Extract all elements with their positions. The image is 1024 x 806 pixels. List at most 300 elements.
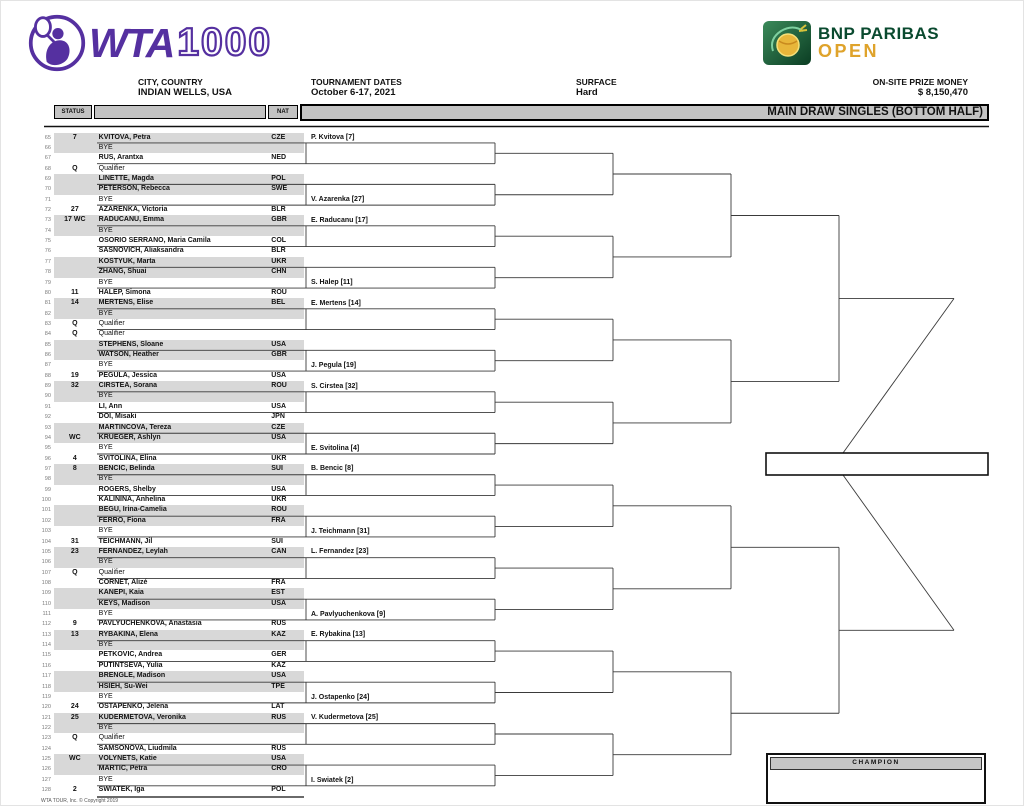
player-nationality: CRO [271, 765, 287, 773]
player-nationality [269, 443, 304, 453]
city-country-label: CITY, COUNTRY [138, 77, 203, 87]
player-nationality: SWE [271, 185, 288, 193]
player-row [37, 381, 307, 391]
player-status: Q [72, 734, 78, 742]
line-number: 113 [42, 631, 51, 638]
row-band [54, 381, 304, 391]
row-band [54, 640, 304, 650]
player-row [37, 443, 307, 453]
row-band [54, 153, 304, 163]
player-status [54, 557, 96, 567]
player-nationality: USA [271, 485, 287, 493]
player-name: RUS, Arantxa [98, 154, 144, 162]
player-name: LINETTE, Magda [98, 174, 154, 182]
row-band [54, 744, 304, 754]
row-band [54, 713, 304, 723]
player-status [54, 360, 96, 370]
wta-player-icon [27, 13, 87, 73]
player-row [37, 733, 307, 743]
player-row [37, 599, 307, 609]
player-nationality [269, 692, 304, 702]
row-band [54, 329, 304, 339]
player-name: VOLYNETS, Katie [98, 755, 157, 763]
player-nationality [269, 143, 304, 153]
line-number: 124 [41, 745, 51, 752]
line-number: 112 [42, 621, 51, 628]
player-name: KVITOVA, Petra [98, 133, 151, 141]
player-name: LI, Ann [98, 402, 123, 410]
player-name: MARTIC, Petra [98, 765, 148, 773]
player-status [54, 340, 96, 350]
player-nationality: BLR [271, 247, 286, 255]
player-row [37, 184, 307, 194]
advancing-player-label: J. Ostapenko [24] [311, 693, 370, 701]
line-number: 128 [41, 787, 51, 794]
row-band [54, 682, 304, 692]
player-name: KALININA, Anhelina [98, 496, 166, 504]
advancing-player-label: I. Swiatek [2] [311, 776, 354, 784]
line-number: 99 [44, 486, 51, 493]
row-band [54, 588, 304, 598]
nat-column-header: NAT [268, 105, 298, 119]
player-row [37, 609, 307, 619]
player-status [54, 609, 96, 619]
row-band [54, 184, 304, 194]
row-band [54, 133, 304, 143]
player-nationality [269, 733, 304, 743]
player-row [37, 371, 307, 381]
row-band [54, 195, 304, 205]
player-row [37, 143, 307, 153]
row-band [54, 702, 304, 712]
player-row [37, 474, 307, 484]
player-row [37, 288, 307, 298]
row-band [54, 412, 304, 422]
player-nationality: GBR [271, 351, 287, 359]
line-number: 89 [44, 383, 51, 390]
line-number: 114 [42, 642, 51, 649]
player-nationality: FRA [271, 516, 286, 524]
row-band [54, 143, 304, 153]
player-name: BYE [98, 775, 113, 783]
row-band [54, 505, 304, 515]
player-row [37, 692, 307, 702]
player-nationality: USA [271, 672, 287, 680]
player-row [37, 319, 307, 329]
player-nationality: KAZ [271, 630, 286, 638]
line-number: 117 [42, 673, 51, 680]
player-status: Q [72, 319, 78, 327]
line-number: 65 [44, 134, 51, 141]
player-nationality: JPN [271, 413, 285, 421]
player-nationality: USA [271, 599, 287, 607]
player-name: WATSON, Heather [98, 351, 159, 359]
player-row [37, 164, 307, 174]
player-status [54, 495, 96, 505]
line-number: 97 [44, 466, 51, 472]
player-name: FERNANDEZ, Leylah [98, 547, 168, 555]
row-band [54, 671, 304, 681]
player-status: 14 [70, 299, 79, 307]
player-name: BYE [98, 641, 113, 649]
player-status [54, 723, 96, 733]
player-name: KEYS, Madison [98, 599, 150, 607]
player-nationality [269, 164, 304, 174]
player-status: 31 [70, 537, 79, 545]
row-band [54, 391, 304, 401]
player-name: DOI, Misaki [98, 413, 137, 421]
player-row [37, 661, 307, 671]
player-status: Q [72, 164, 78, 172]
player-row [37, 350, 307, 360]
player-name: KRUEGER, Ashlyn [98, 433, 161, 441]
player-status [54, 650, 96, 660]
player-row [37, 775, 307, 785]
player-name: BYE [98, 558, 113, 566]
player-status [54, 671, 96, 681]
line-number: 73 [44, 217, 51, 224]
line-number: 75 [44, 238, 51, 245]
player-name: RADUCANU, Emma [98, 216, 164, 224]
player-status: Q [72, 568, 78, 576]
player-nationality: RUS [271, 713, 287, 721]
row-band [54, 516, 304, 526]
player-nationality: BLR [271, 206, 286, 214]
row-band [54, 226, 304, 236]
advancing-player-label: L. Fernandez [23] [311, 548, 369, 556]
row-band [54, 754, 304, 764]
line-number: 106 [41, 559, 51, 566]
player-nationality: GBR [271, 216, 287, 224]
player-status [54, 226, 96, 236]
player-nationality [269, 226, 304, 236]
player-name: BRENGLE, Madison [98, 672, 166, 680]
player-row [37, 433, 307, 443]
player-status [54, 278, 96, 288]
line-number: 87 [44, 362, 51, 369]
row-band [54, 495, 304, 505]
row-band [54, 723, 304, 733]
draw-title-bar: MAIN DRAW SINGLES (BOTTOM HALF) [300, 104, 989, 121]
row-band [54, 526, 304, 536]
bnp-paribas-open-logo [763, 21, 939, 65]
player-name: ROGERS, Shelby [98, 485, 156, 493]
line-number: 91 [44, 403, 51, 410]
player-status: 19 [70, 371, 79, 379]
player-row [37, 764, 307, 774]
player-row [37, 547, 307, 557]
line-number: 108 [41, 579, 51, 586]
player-name: CIRSTEA, Sorana [98, 382, 158, 390]
player-name: ZHANG, Shuai [98, 268, 147, 276]
player-name: OSORIO SERRANO, Maria Camila [98, 237, 211, 245]
player-nationality: CZE [271, 423, 286, 431]
bnp-tennis-ball-icon [763, 21, 811, 65]
advancing-player-label: V. Azarenka [27] [311, 195, 365, 203]
row-band [54, 464, 304, 474]
line-number: 119 [42, 693, 51, 700]
player-row [37, 485, 307, 495]
player-nationality [269, 775, 304, 785]
line-number: 100 [41, 497, 51, 504]
copyright-text: WTA TOUR, Inc. © Copyright 2019 [41, 798, 119, 804]
line-number: 80 [44, 289, 51, 296]
player-row [37, 785, 307, 795]
line-number: 127 [41, 776, 51, 783]
status-column-header: STATUS [54, 105, 92, 119]
player-row [37, 278, 307, 288]
player-row [37, 640, 307, 650]
player-name: BYE [98, 309, 113, 317]
line-number: 90 [44, 393, 51, 400]
bnp-paribas-text: BNP PARIBAS [818, 24, 940, 44]
player-nationality: KAZ [271, 661, 286, 669]
line-number: 76 [44, 248, 51, 255]
player-row [37, 619, 307, 629]
row-band [54, 350, 304, 360]
player-row [37, 267, 307, 277]
player-nationality: ROU [271, 506, 287, 514]
player-nationality [269, 609, 304, 619]
player-row [37, 516, 307, 526]
player-nationality [269, 391, 304, 401]
player-nationality [269, 195, 304, 205]
player-name: Qualifier [98, 568, 125, 576]
line-number: 82 [44, 310, 51, 317]
player-row [37, 630, 307, 640]
line-number: 66 [44, 144, 51, 151]
player-name: KUDERMETOVA, Veronika [98, 713, 186, 721]
row-band [54, 733, 304, 743]
player-nationality: NED [271, 154, 287, 162]
line-number: 86 [44, 352, 51, 359]
line-number: 126 [41, 766, 51, 773]
player-row [37, 329, 307, 339]
row-band [54, 164, 304, 174]
player-row [37, 682, 307, 692]
player-row [37, 702, 307, 712]
line-number: 125 [41, 756, 51, 763]
line-number: 70 [44, 186, 51, 193]
row-band [54, 340, 304, 350]
player-nationality [269, 526, 304, 536]
player-nationality [269, 278, 304, 288]
player-status [54, 599, 96, 609]
player-row [37, 236, 307, 246]
row-band [54, 630, 304, 640]
row-band [54, 215, 304, 225]
row-band [54, 650, 304, 660]
player-status: 27 [70, 206, 79, 214]
player-status [54, 588, 96, 598]
player-status [54, 485, 96, 495]
player-row [37, 537, 307, 547]
player-status: Q [72, 330, 78, 338]
player-name: TEICHMANN, Jil [98, 537, 153, 545]
player-status [54, 578, 96, 588]
player-status: 24 [70, 703, 79, 711]
row-band [54, 360, 304, 370]
advancing-player-label: V. Kudermetova [25] [311, 714, 379, 722]
player-name: BYE [98, 444, 113, 452]
line-number: 95 [44, 445, 51, 452]
player-nationality: RUS [271, 620, 287, 628]
player-nationality: USA [271, 340, 287, 348]
line-number: 110 [42, 600, 51, 607]
player-status: 7 [72, 133, 77, 141]
player-nationality: COL [271, 237, 287, 245]
player-nationality [269, 723, 304, 733]
line-number: 122 [41, 724, 51, 731]
row-band [54, 619, 304, 629]
row-band [54, 278, 304, 288]
row-band [54, 433, 304, 443]
tournament-dates-value: October 6-17, 2021 [311, 87, 396, 98]
player-status [54, 526, 96, 536]
line-number: 96 [44, 455, 51, 462]
player-name: BYE [98, 226, 113, 234]
line-number: 105 [41, 548, 51, 555]
player-status [54, 267, 96, 277]
player-status: 13 [70, 630, 79, 638]
player-status [54, 309, 96, 319]
player-name: PETKOVIC, Andrea [98, 651, 163, 659]
line-number: 78 [44, 269, 51, 276]
player-nationality: UKR [271, 454, 287, 462]
player-status [54, 246, 96, 256]
player-row [37, 505, 307, 515]
row-band [54, 578, 304, 588]
player-row [37, 360, 307, 370]
line-number: 101 [41, 507, 51, 514]
player-name: SAMSONOVA, Liudmila [98, 744, 177, 752]
line-number: 103 [41, 528, 51, 535]
line-number: 116 [42, 662, 51, 669]
player-nationality: UKR [271, 257, 287, 265]
player-nationality: POL [271, 786, 286, 794]
surface-label: SURFACE [576, 77, 617, 87]
row-band [54, 568, 304, 578]
player-nationality: USA [271, 371, 287, 379]
player-column-header [94, 105, 266, 119]
player-row [37, 153, 307, 163]
player-row [37, 713, 307, 723]
player-row [37, 526, 307, 536]
line-number: 88 [44, 372, 51, 379]
player-status: 11 [71, 288, 79, 296]
player-nationality [269, 557, 304, 567]
player-nationality: TPE [271, 682, 285, 690]
player-name: SASNOVICH, Aliaksandra [98, 247, 184, 255]
row-band [54, 298, 304, 308]
city-country-value: INDIAN WELLS, USA [138, 87, 232, 98]
tournament-dates-label: TOURNAMENT DATES [311, 77, 402, 87]
player-status [54, 682, 96, 692]
row-band [54, 288, 304, 298]
city-country-block [138, 77, 232, 98]
champion-box [766, 753, 986, 804]
player-row [37, 133, 307, 143]
prize-money-value: $ 8,150,470 [917, 87, 968, 98]
player-nationality: CZE [271, 133, 286, 141]
line-number: 94 [44, 434, 51, 441]
player-nationality: SUI [271, 465, 283, 472]
line-number: 92 [44, 414, 51, 421]
player-nationality: LAT [271, 703, 285, 711]
player-row [37, 257, 307, 267]
player-nationality [269, 474, 304, 484]
player-nationality: CHN [271, 268, 287, 276]
row-band [54, 257, 304, 267]
player-name: AZARENKA, Victoria [98, 206, 168, 214]
row-band [54, 236, 304, 246]
draw-entries-table [37, 133, 307, 796]
line-number: 120 [41, 704, 51, 711]
player-status [54, 764, 96, 774]
line-number: 77 [44, 258, 51, 265]
player-name: SWIATEK, Iga [98, 786, 145, 794]
player-status: 2 [72, 786, 77, 794]
player-name: PAVLYUCHENKOVA, Anastasia [98, 620, 202, 628]
player-nationality: BEL [271, 299, 286, 307]
player-row [37, 340, 307, 350]
player-name: SVITOLINA, Elina [98, 454, 157, 462]
player-row [37, 226, 307, 236]
row-band [54, 246, 304, 256]
player-name: BYE [98, 195, 113, 203]
line-number: 111 [42, 611, 51, 618]
row-band [54, 309, 304, 319]
player-row [37, 391, 307, 401]
row-band [54, 454, 304, 464]
player-name: BYE [98, 692, 113, 700]
player-name: BEGU, Irina-Camelia [98, 506, 167, 514]
player-status [54, 443, 96, 453]
surface-value: Hard [576, 87, 598, 98]
player-row [37, 412, 307, 422]
line-number: 74 [44, 227, 51, 234]
row-band [54, 764, 304, 774]
advancing-player-label: B. Bencic [8] [311, 465, 354, 473]
player-name: Qualifier [98, 319, 125, 327]
advancing-player-label: A. Pavlyuchenkova [9] [311, 610, 386, 618]
line-number: 68 [44, 165, 51, 172]
player-nationality: ROU [271, 382, 287, 390]
player-nationality: SUI [271, 537, 283, 545]
player-status: 25 [70, 713, 79, 721]
player-name: FERRO, Fiona [98, 516, 146, 524]
player-status: 23 [70, 547, 79, 555]
player-nationality: FRA [271, 578, 286, 586]
advancing-player-label: S. Halep [11] [311, 278, 353, 286]
player-name: CORNET, Alizé [98, 578, 148, 586]
player-status [54, 236, 96, 246]
player-name: KOSTYUK, Marta [98, 257, 156, 265]
row-band [54, 402, 304, 412]
player-name: BYE [98, 475, 113, 483]
player-status: WC [68, 433, 81, 441]
line-number: 121 [41, 714, 51, 721]
line-number: 104 [41, 538, 51, 545]
player-status [54, 402, 96, 412]
row-band [54, 443, 304, 453]
player-name: HALEP, Simona [98, 288, 151, 296]
wta-1000-number: 1000 [177, 21, 273, 64]
prize-money-label: ON-SITE PRIZE MONEY [872, 77, 968, 87]
row-band [54, 785, 304, 795]
line-number: 69 [44, 175, 51, 182]
player-nationality: RUS [271, 744, 287, 752]
